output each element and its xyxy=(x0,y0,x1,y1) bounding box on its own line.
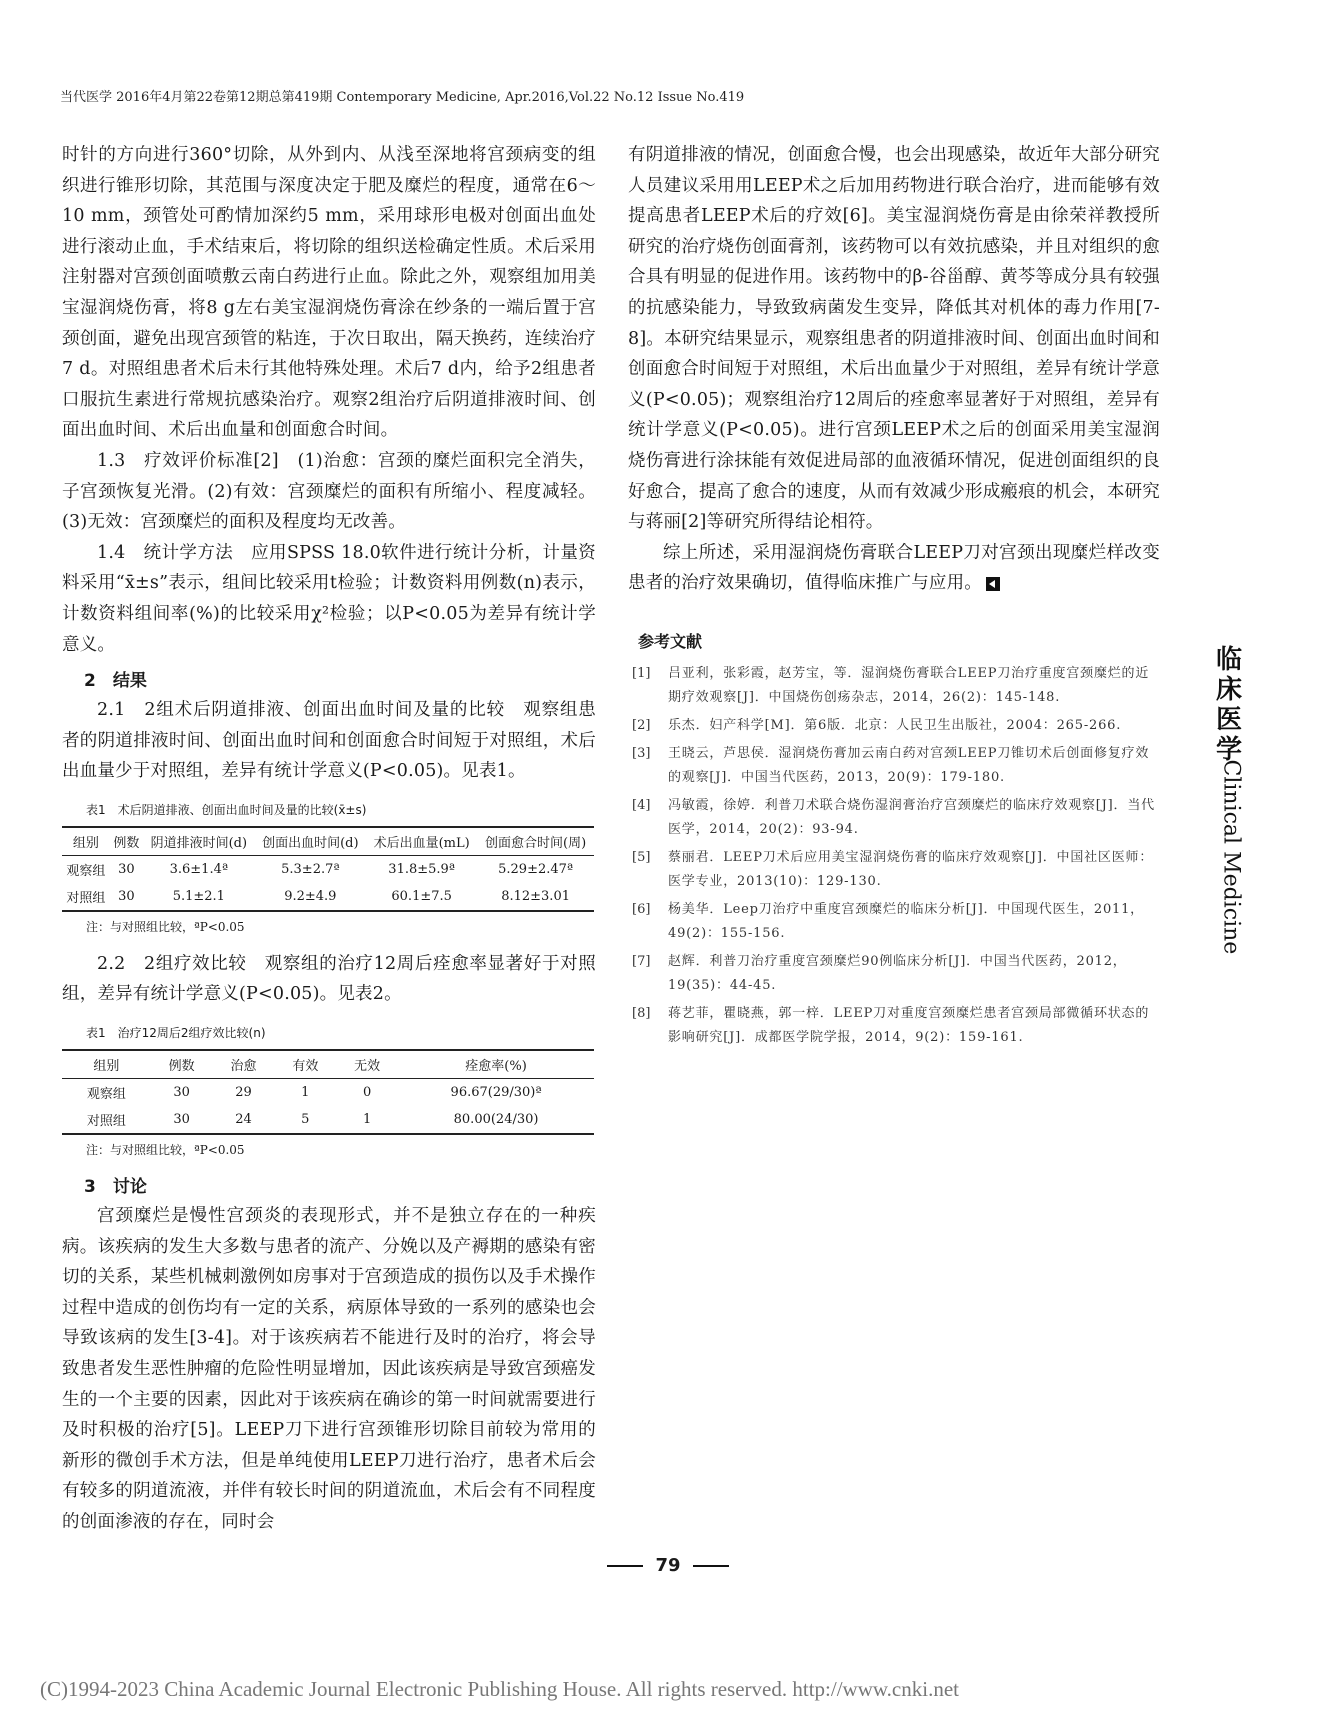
reference-number: [6] xyxy=(632,901,651,917)
criteria-paragraph: 1.3 疗效评价标准[2] (1)治愈：宫颈的糜烂面积完全消失，子宫颈恢复光滑。(2)有效：宫颈糜烂的面积有所缩小、程度减轻。(3)无效：宫颈糜烂的面积及程度均无改善。 xyxy=(62,450,596,533)
reference-number: [5] xyxy=(632,849,651,865)
table1 xyxy=(62,826,594,912)
table-header-cell: 有效 xyxy=(292,1059,319,1075)
end-mark-icon xyxy=(986,577,1000,591)
page-number xyxy=(0,1555,1336,1576)
table-row xyxy=(62,855,594,883)
table-cell: 5.3±2.7ª xyxy=(281,861,340,877)
table-cell: 8.12±3.01 xyxy=(501,888,570,904)
table-cell: 24 xyxy=(235,1112,252,1128)
table-header-cell: 阴道排液时间(d) xyxy=(150,835,248,851)
reference-text: 蔡丽君．LEEP刀术后应用美宝湿润烧伤膏的临床疗效观察[J]．中国社区医师：医学专业，2013(10)：129-130. xyxy=(668,849,1154,889)
table-header-cell: 无效 xyxy=(354,1059,381,1075)
copyright-footer: (C)1994-2023 China Academic Journal Electronic Publishing House. All rights reserved. http://www.cnki.net xyxy=(40,1677,959,1701)
reference-text: 吕亚利，张彩霞，赵芳宝，等．湿润烧伤膏联合LEEP刀治疗重度宫颈糜烂的近期疗效观察[J]．中国烧伤创疡杂志，2014，26(2)：145-148. xyxy=(668,665,1150,705)
statistics-paragraph: 1.4 统计学方法 应用SPSS 18.0软件进行统计分析，计量资料采用“x̄±s”表示，组间比较采用t检验；计数资料用例数(n)表示，计数资料组间率(%)的比较采用χ²检验；以P<0.05为差异有统计学意义。 xyxy=(62,542,596,655)
reference-item xyxy=(628,714,1160,738)
table-cell: 对照组 xyxy=(66,890,106,906)
page-number-value: 79 xyxy=(655,1555,681,1576)
table2-caption: 表1 治疗12周后2组疗效比较(n) xyxy=(86,1026,266,1041)
table-cell: 1 xyxy=(363,1112,372,1128)
table-cell: 0 xyxy=(363,1085,372,1101)
reference-number: [8] xyxy=(632,1005,651,1021)
table-header-cell: 例数 xyxy=(168,1059,195,1075)
reference-item xyxy=(628,794,1160,842)
reference-item xyxy=(628,846,1160,894)
conclusion-paragraph xyxy=(628,538,1160,599)
table-cell: 31.8±5.9ª xyxy=(388,861,455,877)
section-label-chinese: 临床医学 xyxy=(1215,645,1242,765)
table-cell: 3.6±1.4ª xyxy=(169,861,229,877)
conclusion-text: 综上所述，采用湿润烧伤膏联合LEEP刀对宫颈出现糜烂样改变患者的治疗效果确切，值得临床推广与应用。 xyxy=(628,542,1160,594)
reference-item xyxy=(628,1002,1160,1050)
table-header-cell: 治愈 xyxy=(230,1059,257,1075)
reference-text: 赵辉．利普刀治疗重度宫颈糜烂90例临床分析[J]．中国当代医药，2012，19(35)：44-45. xyxy=(668,953,1127,993)
table-header-cell: 组别 xyxy=(93,1059,120,1075)
table-cell: 9.2±4.9 xyxy=(284,888,337,904)
reference-text: 王晓云，芦思侯．湿润烧伤膏加云南白药对宫颈LEEP刀锥切术后创面修复疗效的观察[J]．中国当代医药，2013，20(9)：179-180. xyxy=(668,745,1150,785)
table-cell: 5.29±2.47ª xyxy=(498,861,574,877)
table2-note: 注：与对照组比较，ªP<0.05 xyxy=(86,1143,245,1158)
table-header-cell: 例数 xyxy=(113,835,140,851)
reference-item xyxy=(628,662,1160,710)
page-number-dash xyxy=(607,1565,643,1567)
table-row xyxy=(62,1106,594,1134)
right-column xyxy=(628,140,1160,1054)
results-paragraph: 2.1 2组术后阴道排液、创面出血时间及量的比较 观察组患者的阴道排液时间、创面出血时间和创面愈合时间短于对照组，术后出血量少于对照组，差异有统计学意义(P<0.05)。见表1。 xyxy=(62,700,596,782)
table-header-row xyxy=(62,827,594,856)
body-paragraph: 时针的方向进行360°切除，从外到内、从浅至深地将宫颈病变的组织进行锥形切除，其范围与深度决定于肥及糜烂的程度，通常在6～10 mm，颈管处可酌情加深约5 mm，采用球形电极对创面出血处进行滚动止血，手术结束后，将切除的组织送检确定性质。术后采用注射器对宫颈创面喷敷云南白药进行止血。除此之外，观察组加用美宝湿润烧伤膏，将8 g左右美宝湿润烧伤膏涂在纱条的一端后置于宫颈创面，避免出现宫颈管的粘连，于次日取出，隔天换药，连续治疗7 d。对照组患者术后未行其他特殊处理。术后7 d内，给予2组患者口服抗生素进行常规抗感染治疗。观察2组治疗后阴道排液时间、创面出血时间、术后出血量和创面愈合时间。 xyxy=(62,145,596,441)
section-heading-discussion: 3 讨论 xyxy=(84,1177,147,1198)
table-cell: 96.67(29/30)ª xyxy=(450,1085,542,1101)
table-cell: 30 xyxy=(173,1112,190,1128)
reference-text: 乐杰．妇产科学[M]．第6版．北京：人民卫生出版社，2004：265-266. xyxy=(668,717,1122,733)
reference-number: [7] xyxy=(632,953,651,969)
reference-text: 杨美华．Leep刀治疗中重度宫颈糜烂的临床分析[J]．中国现代医生，2011，49(2)：155-156. xyxy=(668,901,1144,941)
table-header-cell: 创面出血时间(d) xyxy=(262,835,359,851)
table-header-cell: 创面愈合时间(周) xyxy=(485,835,587,851)
table-header-cell: 组别 xyxy=(72,835,99,851)
table-cell: 对照组 xyxy=(86,1114,126,1130)
table-header-cell: 术后出血量(mL) xyxy=(373,835,470,851)
table-header-cell: 痊愈率(%) xyxy=(465,1059,527,1075)
table-row xyxy=(62,1079,594,1107)
reference-item xyxy=(628,898,1160,946)
page-number-dash xyxy=(693,1565,729,1567)
efficacy-paragraph: 2.2 2组疗效比较 观察组的治疗12周后痊愈率显著好于对照组，差异有统计学意义(P<0.05)。见表2。 xyxy=(62,953,596,1005)
reference-number: [1] xyxy=(632,665,651,681)
table-cell: 1 xyxy=(301,1085,310,1101)
references-heading: 参考文献 xyxy=(638,631,703,651)
discussion-continued-paragraph: 有阴道排液的情况，创面愈合慢，也会出现感染，故近年大部分研究人员建议采用用LEEP术之后加用药物进行联合治疗，进而能够有效提高患者LEEP术后的疗效[6]。美宝湿润烧伤膏是由徐荣祥教授所研究的治疗烧伤创面膏剂，该药物可以有效抗感染，并且对组织的愈合具有明显的促进作用。该药物中的β-谷甾醇、黄芩等成分具有较强的抗感染能力，导致致病菌发生变异，降低其对机体的毒力作用[7-8]。本研究结果显示，观察组患者的阴道排液时间、创面出血时间和创面愈合时间短于对照组，术后出血量少于对照组，差异有统计学意义(P<0.05)；观察组治疗12周后的痊愈率显著好于对照组，差异有统计学意义(P<0.05)。进行宫颈LEEP术之后的创面采用美宝湿润烧伤膏进行涂抹能有效促进局部的血液循环情况，促进创面组织的良好愈合，提高了愈合的速度，从而有效减少形成瘢痕的机会，本研究与蒋丽[2]等研究所得结论相符。 xyxy=(628,145,1160,533)
table2 xyxy=(62,1049,594,1135)
table-cell: 5 xyxy=(301,1112,310,1128)
table-row xyxy=(62,883,594,911)
section-label-english: Clinical Medicine xyxy=(1218,759,1244,955)
table1-note: 注：与对照组比较，ªP<0.05 xyxy=(86,919,245,934)
reference-number: [4] xyxy=(632,797,651,813)
left-column xyxy=(62,140,596,1538)
table-cell: 5.1±2.1 xyxy=(172,888,225,904)
reference-item xyxy=(628,950,1160,998)
section-heading-results: 2 结果 xyxy=(84,671,147,692)
table-cell: 30 xyxy=(118,861,135,877)
table-cell: 29 xyxy=(235,1085,252,1101)
reference-item xyxy=(628,742,1160,790)
reference-text: 蒋艺菲，瞿晓燕，郭一梓．LEEP刀对重度宫颈糜烂患者宫颈局部微循环状态的影响研究[J]．成都医学院学报，2014，9(2)：159-161. xyxy=(668,1005,1150,1045)
table-cell: 30 xyxy=(118,888,135,904)
reference-text: 冯敏霞，徐婷．利普刀术联合烧伤湿润膏治疗宫颈糜烂的临床疗效观察[J]．当代医学，2014，20(2)：93-94. xyxy=(668,797,1155,837)
reference-number: [2] xyxy=(632,717,651,733)
table-header-row xyxy=(62,1050,594,1079)
reference-list xyxy=(628,662,1160,1050)
discussion-paragraph: 宫颈糜烂是慢性宫颈炎的表现形式，并不是独立存在的一种疾病。该疾病的发生大多数与患者的流产、分娩以及产褥期的感染有密切的关系，某些机械刺激例如房事对于宫颈造成的损伤以及手术操作过程中造成的创伤均有一定的关系，病原体导致的一系列的感染也会导致该病的发生[3-4]。对于该疾病若不能进行及时的治疗，将会导致患者发生恶性肿瘤的危险性明显增加，因此该疾病是导致宫颈癌发生的一个主要的因素，因此对于该疾病在确诊的第一时间就需要进行及时积极的治疗[5]。LEEP刀下进行宫颈锥形切除目前较为常用的新形的微创手术方法，但是单纯使用LEEP刀进行治疗，患者术后会有较多的阴道流液，并伴有较长时间的阴道流血，术后会有不同程度的创面渗液的存在，同时会 xyxy=(62,1206,596,1532)
table-cell: 观察组 xyxy=(86,1087,126,1103)
reference-number: [3] xyxy=(632,745,651,761)
table-cell: 60.1±7.5 xyxy=(391,888,452,904)
table-cell: 观察组 xyxy=(66,863,106,879)
running-header: 当代医学 2016年4月第22卷第12期总第419期 Contemporary Medicine, Apr.2016,Vol.22 No.12 Issue No.419 xyxy=(60,90,745,105)
table-cell: 30 xyxy=(173,1085,190,1101)
table1-caption: 表1 术后阴道排液、创面出血时间及量的比较(x̄±s) xyxy=(86,802,367,817)
table-cell: 80.00(24/30) xyxy=(453,1112,539,1128)
